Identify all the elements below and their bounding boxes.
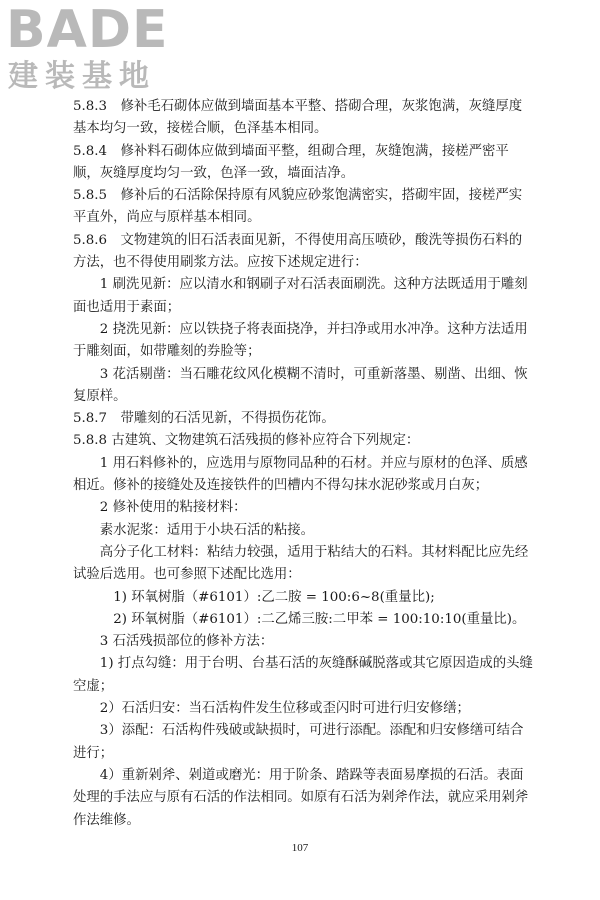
clause-5-8-6-item-3: 3 花活剔凿：当石雕花纹风化模糊不清时，可重新落墨、剔凿、出细、恢复原样。 xyxy=(73,366,528,404)
document-body xyxy=(73,96,533,832)
material-polymer: 高分子化工材料：粘结力较强，适用于粘结大的石料。其材料配比应先经试验后选用。也可参照下述配比选用： xyxy=(73,544,529,583)
clause-5-8-6: 5.8.6 文物建筑的旧石活表面见新，不得使用高压喷砂，酸洗等损伤石料的方法，也不得使用刷浆方法。应按下述规定进行： xyxy=(73,232,523,271)
material-cement-paste: 素水泥浆：适用于小块石活的粘接。 xyxy=(99,522,315,538)
clause-5-8-8-item-1: 1 用石料修补的，应选用与原物同品种的石材。并应与原材的色泽、质感相近。修补的接缝处及连接铁件的凹槽内不得勾抹水泥砂浆或月白灰； xyxy=(73,455,528,494)
clause-5-8-7: 5.8.7 带雕刻的石活见新，不得损伤花饰。 xyxy=(73,411,335,427)
repair-method-1: 1) 打点勾缝：用于台明、台基石活的灰缝酥碱脱落或其它原因造成的头缝空虚； xyxy=(73,656,533,694)
logo-wordmark: BADE xyxy=(6,0,169,60)
logo-subtitle: 建装基地 xyxy=(8,59,156,94)
clause-5-8-6-item-2: 2 挠洗见新：应以铁挠子将表面挠净，并扫净或用水冲净。这种方法适用于雕刻面，如带雕刻的券脸等； xyxy=(73,321,528,360)
clause-5-8-5: 5.8.5 修补后的石活除保持原有风貌应砂浆饱满密实，搭砌牢固，接槎严实平直外，尚应与原样基本相同。 xyxy=(73,188,523,226)
clause-5-8-8: 5.8.8 古建筑、文物建筑石活残损的修补应符合下列规定： xyxy=(73,433,420,449)
clause-5-8-8-item-2: 2 修补使用的粘接材料： xyxy=(99,500,247,516)
clause-5-8-4: 5.8.4 修补料石砌体应做到墙面平整，组砌合理，灰缝饱满，接槎严密平顺，灰缝厚度均匀一致，色泽一致，墙面洁净。 xyxy=(73,143,509,181)
clause-5-8-3: 5.8.3 修补毛石砌体应做到墙面基本平整、搭砌合理，灰浆饱满，灰缝厚度基本均匀一致，接槎合顺，色泽基本相同。 xyxy=(73,99,523,137)
ratio-2: 2) 环氧树脂（#6101）:二乙烯三胺:二甲苯 = 100:10:10(重量比)。 xyxy=(113,611,526,627)
page-number: 107 xyxy=(291,842,309,854)
repair-method-3: 3）添配：石活构件残破或缺损时，可进行添配。添配和归安修缮可结合进行； xyxy=(73,723,524,761)
clause-5-8-8-item-3: 3 石活残损部位的修补方法： xyxy=(99,634,274,650)
ratio-1: 1) 环氧树脂（#6101）:乙二胺 = 100:6~8(重量比); xyxy=(113,589,435,605)
bade-logo xyxy=(6,0,176,96)
repair-method-4: 4）重新剁斧、剁道或磨光：用于阶条、踏跺等表面易摩损的石活。表面处理的手法应与原有石活的作法相同。如原有石活为剁斧作法，就应采用剁斧作法维修。 xyxy=(73,767,529,828)
clause-5-8-6-item-1: 1 刷洗见新：应以清水和钢刷子对石活表面刷洗。这种方法既适用于雕刻面也适用于素面； xyxy=(73,277,528,315)
repair-method-2: 2）石活归安：当石活构件发生位移或歪闪时可进行归安修缮； xyxy=(99,701,470,717)
